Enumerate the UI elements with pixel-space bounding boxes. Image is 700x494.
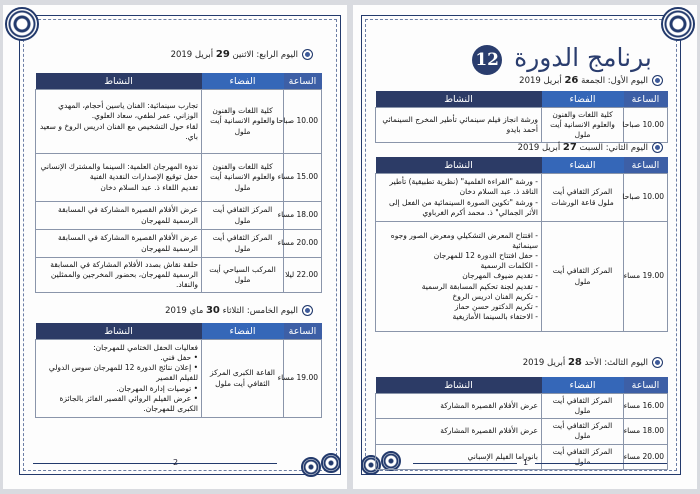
day-label: اليوم الثاني: السبت — [579, 143, 648, 153]
table-row — [376, 108, 668, 143]
program-title: برنامج الدورة — [514, 43, 652, 72]
activity-line: - حفل افتتاح الدورة 12 للمهرجان — [433, 251, 538, 261]
cell-time: 15.00 مساء — [284, 154, 322, 202]
day-heading — [171, 49, 313, 60]
activity-line: - تكريم الفنان ادريس الروخ — [452, 291, 538, 301]
column-header-venue: الفضاء — [202, 323, 284, 340]
column-header-activity: النشاط — [36, 73, 202, 90]
cell-activity: ورشة انجاز فيلم سينمائي تأطير المخرج السينمائي أحمد بايدو — [376, 108, 542, 143]
schedule-table — [35, 73, 322, 293]
table-row — [36, 340, 322, 418]
schedule-table — [375, 157, 668, 332]
bullet-icon — [652, 142, 663, 153]
footer-rule — [183, 463, 277, 464]
cell-activity — [376, 174, 542, 222]
page-title — [463, 43, 657, 75]
cell-venue: القاعة الكبرى المركز الثقافي أيت ملول — [202, 340, 284, 418]
cell-activity: حلقة نقاش بصدد الأفلام المشاركة في المسابقة الرسمية للمهرجان، بحضور المخرجين والممثلين والنقاد. — [36, 258, 202, 293]
day-date-month: ماي 2019 — [165, 306, 204, 316]
cell-venue: كلية اللغات والفنون والعلوم الانسانية أيت ملول — [542, 108, 624, 143]
table-row — [376, 222, 668, 332]
cell-time: 10.00 صباحا — [284, 90, 322, 154]
schedule-table — [375, 91, 668, 143]
activity-line: • إعلان نتائج الدورة 12 للمهرجان سوس الدولي للفيلم القصير — [48, 363, 198, 383]
cell-time: 10.00 صباحا — [624, 108, 668, 143]
activity-line: • عرض الفيلم الروائي القصير الفائز بالجائزة الكبرى للمهرجان. — [59, 393, 198, 413]
column-header-time: الساعة — [624, 377, 668, 394]
day-date-number: 26 — [564, 75, 579, 86]
cell-activity — [36, 154, 202, 202]
cell-activity: عرض الأفلام القصيرة المشاركة في المسابقة الرسمية للمهرجان — [36, 230, 202, 258]
column-header-time: الساعة — [284, 73, 322, 90]
cell-time: 20.00 مساء — [624, 444, 668, 469]
cell-activity: عرض الأفلام القصيرة المشاركة في المسابقة الرسمية للمهرجان — [36, 202, 202, 230]
cell-activity: عرض الأفلام القصيرة المشاركة — [376, 419, 542, 444]
activity-line: تقديم اللقاء ذ. عبد السلام دخان — [100, 182, 198, 192]
schedule-table — [375, 377, 668, 470]
cell-venue: المركز الثقافي أيت ملول — [542, 444, 624, 469]
activity-line: فعاليات الحفل الختامي للمهرجان: — [93, 343, 198, 353]
day-date-month: أبريل 2019 — [517, 143, 561, 153]
activity-line: - الاحتفاء بالسينما الأمازيغية — [452, 311, 538, 321]
table-row — [376, 174, 668, 222]
activity-line: - تقديم ضيوف المهرجان — [462, 271, 538, 281]
day-heading — [165, 305, 313, 316]
cell-time: 18.00 مساء — [284, 202, 322, 230]
cell-time: 19.00 مساء — [284, 340, 322, 418]
column-header-activity: النشاط — [376, 91, 542, 108]
activity-line: • حفل فني. — [160, 353, 198, 363]
activity-line: - الكلمات الرسمية — [480, 261, 538, 271]
column-header-activity: النشاط — [376, 377, 542, 394]
column-header-activity: النشاط — [376, 157, 542, 174]
column-header-activity: النشاط — [36, 323, 202, 340]
day-heading — [519, 75, 663, 86]
cell-venue: المركز الثقافي أيت ملول — [202, 202, 284, 230]
cell-time: 22.00 ليلا — [284, 258, 322, 293]
day-label: اليوم الرابع: الاثنين — [232, 50, 298, 60]
film-reel-icon — [301, 457, 321, 477]
film-reel-icon — [321, 453, 341, 473]
activity-line: حفل توقيع الإصدارات النقدية الفنية — [89, 172, 198, 182]
table-row — [376, 394, 668, 419]
table-row — [376, 444, 668, 469]
cell-time: 10.00 صباحا — [624, 174, 668, 222]
cell-time: 20.00 مساء — [284, 230, 322, 258]
day-label: اليوم الخامس: الثلاثاء — [222, 306, 298, 316]
left-page — [3, 5, 347, 489]
film-reel-icon — [5, 7, 39, 41]
bullet-icon — [302, 305, 313, 316]
activity-line: - تكريم الدكتور حسن حماز — [454, 301, 538, 311]
column-header-time: الساعة — [284, 323, 322, 340]
day-label: اليوم الثالث: الأحد — [584, 358, 648, 368]
day-date-number: 30 — [205, 305, 220, 316]
activity-line: - ورشة "القراءة الفلمية" (نظرية تطبيقية) تأطير الناقد ذ. عبد السلام دخان — [389, 177, 538, 197]
page-number: 1 — [523, 458, 529, 467]
cell-activity — [36, 340, 202, 418]
bullet-icon — [302, 49, 313, 60]
day-date-month: أبريل 2019 — [170, 50, 214, 60]
cell-venue: المركز الثقافي أيت ملول قاعة الورشات — [542, 174, 624, 222]
day-date-number: 27 — [562, 142, 577, 153]
table-row — [36, 202, 322, 230]
activity-line: - تقديم لجنة تحكيم المسابقة الرسمية — [421, 281, 538, 291]
right-page — [353, 5, 697, 489]
page-number: 2 — [173, 458, 179, 467]
cell-venue: المركب السياحي أيت ملول — [202, 258, 284, 293]
column-header-venue: الفضاء — [202, 73, 284, 90]
cell-time: 16.00 مساء — [624, 394, 668, 419]
activity-line: - افتتاح المعرض التشكيلي ومعرض الصور وجوه سينمائية — [390, 230, 538, 251]
cell-venue: المركز الثقافي أيت ملول — [542, 419, 624, 444]
cell-activity: عرض الأفلام القصيرة المشاركة — [376, 394, 542, 419]
cell-activity — [36, 90, 202, 154]
cell-venue: المركز الثقافي أيت ملول — [542, 394, 624, 419]
cell-activity — [376, 222, 542, 332]
column-header-time: الساعة — [624, 157, 668, 174]
cell-venue: كلية اللغات والفنون والعلوم الانسانية أيت ملول — [202, 154, 284, 202]
cell-activity: بانوراما الفيلم الإسباني — [376, 444, 542, 469]
edition-badge: 12 — [472, 45, 502, 75]
activity-line: لقاء حول التشخيص مع الفنان ادريس الروخ و سعيد باي. — [39, 121, 198, 141]
cell-venue: كلية اللغات والفنون والعلوم الانسانية أيت ملول — [202, 90, 284, 154]
day-heading — [518, 142, 663, 153]
cell-venue: المركز الثقافي أيت ملول — [542, 222, 624, 332]
cell-time: 18.00 مساء — [624, 419, 668, 444]
day-label: اليوم الأول: الجمعة — [581, 76, 648, 86]
film-reel-icon — [661, 7, 695, 41]
footer-rule — [33, 463, 187, 464]
bullet-icon — [652, 357, 663, 368]
column-header-venue: الفضاء — [542, 157, 624, 174]
bullet-icon — [652, 75, 663, 86]
column-header-venue: الفضاء — [542, 377, 624, 394]
table-row — [36, 258, 322, 293]
column-header-time: الساعة — [624, 91, 668, 108]
table-row — [36, 154, 322, 202]
day-heading — [523, 357, 663, 368]
cell-venue: المركز الثقافي أيت ملول — [202, 230, 284, 258]
activity-line: • توصيات إدارة المهرجان. — [116, 383, 198, 393]
table-row — [36, 230, 322, 258]
column-header-venue: الفضاء — [542, 91, 624, 108]
activity-line: - ورشة "تكوين الصورة السينمائية من الفعل إلى الأثر الجمالي" ذ. محمد أكرم الغرباوي — [389, 197, 538, 217]
day-date-number: 28 — [567, 357, 582, 368]
cell-time: 19.00 مساء — [624, 222, 668, 332]
day-date-number: 29 — [215, 49, 230, 60]
table-row — [376, 419, 668, 444]
day-date-month: أبريل 2019 — [522, 358, 566, 368]
schedule-table — [35, 323, 322, 418]
table-row — [36, 90, 322, 154]
footer-rule — [535, 463, 667, 464]
activity-line: ندوة المهرجان العلمية: السينما والمشترك الإنساني — [40, 162, 198, 172]
activity-line: تجارب سينمائية: الفنان ياسين أحجام، المهدي الوزاني، عمر لطفي، سعاد العلوي. — [58, 101, 198, 121]
footer-rule — [413, 463, 517, 464]
day-date-month: أبريل 2019 — [519, 76, 562, 86]
